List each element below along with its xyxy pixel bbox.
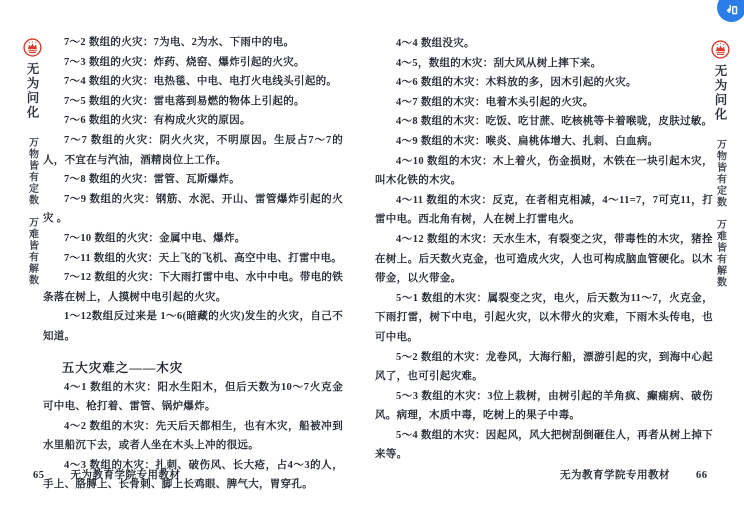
paragraph: 7～5 数组的火灾：雷电落到易燃的物体上引起的。 xyxy=(64,95,305,107)
paragraph: 4～7 数组的木灾：电着木头引起的火灾。 xyxy=(396,96,594,108)
floating-action-button[interactable] xyxy=(717,0,744,22)
left-page-footer xyxy=(33,467,181,482)
paragraph: 7～11 数组的火灾：天上飞的飞机、高空中电、打雷中电。 xyxy=(64,252,343,264)
paragraph: 7～2 数组的火灾：7为电、2为水、下雨中的电。 xyxy=(64,37,295,48)
paragraph: 4～4 数组没灾。 xyxy=(396,38,475,49)
page-right xyxy=(375,34,713,465)
paragraph: 5～1 数组的木灾：属裂变之灾，电火，后天数为11～7，火克金，下雨打雷，树下中电，引起火灾，以木带火的灾难，下雨木头传电，也可中电。 xyxy=(375,292,713,343)
paragraph: 7～4 数组的火灾：电热毯、中电、电打火电线头引起的。 xyxy=(64,76,338,88)
section-heading: 五大灾难之——木灾 xyxy=(61,360,184,375)
motto-text-top: 万物皆有定数 xyxy=(714,139,726,208)
paragraph: 7～3 数组的火灾：炸药、烧窑、爆炸引起的火灾。 xyxy=(64,56,305,68)
paragraph: 4～1 数组的木灾：阳水生阳木，但后天数为10～7火克金可中电、枪打着、雷管、锅炉爆炸。 xyxy=(43,381,343,413)
paragraph: 7～8 数组的火灾：雷管、瓦斯爆炸。 xyxy=(64,174,241,186)
motto-text-bottom: 万难皆有解数 xyxy=(714,219,726,288)
paragraph: 5～2 数组的木灾：龙卷风，大海行船，漂游引起的灾，到海中心起风了，也可引起灾难。 xyxy=(375,351,713,383)
paragraph: 4～5，数组的木灾：刮大风从树上摔下来。 xyxy=(396,57,602,69)
paragraph: 4～6 数组的木灾：木料放的多，因木引起的火灾。 xyxy=(396,77,637,89)
page-left xyxy=(43,33,343,495)
page-number: 66 xyxy=(696,470,708,481)
paragraph: 5～3 数组的木灾：3位上栽树，由树引起的羊角疯、癫痫病、破伤风。病理，木质中毒，吃树上的果子中毒。 xyxy=(375,390,713,422)
imprint: 无为教育学院专用教材 xyxy=(560,470,670,481)
paragraph: 4～11 数组的木灾：反克，在者相克相减，4～11=7，7可克11，打雷中电。西北角有树，人在树上打雷电火。 xyxy=(375,194,713,226)
imprint: 无为教育学院专用教材 xyxy=(70,470,181,481)
page-jump-icon xyxy=(724,3,739,18)
brand-vertical-text: 无为问化 xyxy=(25,62,39,120)
left-margin-block xyxy=(20,38,44,297)
paragraph: 7～10 数组的火灾：金属中电、爆炸。 xyxy=(64,232,246,244)
motto-text-bottom: 万难皆有解数 xyxy=(26,217,38,286)
paragraph: 4～2 数组的木灾：先天后天都相生，也有木灾，船被冲到水里船沉下去，或者人坐在木头上冲的很远。 xyxy=(43,420,343,452)
paragraph: 4～10 数组的木灾：木上着火，伤金损财，木铁在一块引起木灾，叫木化铁的木灾。 xyxy=(375,155,713,187)
paragraph: 4～8 数组的木灾：吃饭、吃甘蔗、吃核桃等卡着喉咙，皮肤过敏。 xyxy=(396,116,713,128)
publisher-seal-icon xyxy=(23,38,42,57)
page-number: 65 xyxy=(33,470,45,481)
paragraph: 5～4 数组的木灾：因起风，风大把树刮倒砸住人，再者从树上掉下来等。 xyxy=(375,429,713,461)
paragraph: 1～12数组反过来是 1～6(暗藏的火灾)发生的火灾，自己不知道。 xyxy=(43,311,343,342)
paragraph: 4～9 数组的木灾：喉炎、扁桃体增大、扎刺、白血病。 xyxy=(396,135,659,147)
motto-text-top: 万物皆有定数 xyxy=(26,137,38,206)
paragraph: 7～6 数组的火灾：有构成火灾的原因。 xyxy=(64,115,251,127)
publisher-seal-icon xyxy=(711,40,730,59)
paragraph: 7～7 数组的火灾：阴火火灾，不明原因。生辰占7～7的人，不宜在与汽油，酒精岗位上工作。 xyxy=(43,134,343,166)
paragraph: 4～3 数组的木灾：扎刺、破伤风、长大疮，占4～3的人，手上、胳膊上、长骨刺、脚上长鸡眼、脾气大，胃穿孔。 xyxy=(43,459,343,491)
paragraph: 7～9 数组的火灾：钢筋、水泥、开山、雷管爆炸引起的火灾 。 xyxy=(43,193,343,225)
brand-vertical-text: 无为问化 xyxy=(713,64,727,122)
paragraph: 7～12 数组的火灾：下大雨打雷中电、水中中电。带电的铁条落在树上，人摸树中电引起的火灾。 xyxy=(43,272,343,303)
right-page-footer xyxy=(560,467,708,482)
paragraph: 4～12 数组的木灾：天水生木，有裂变之灾，带毒性的木灾，猪拴在树上。后天数火克金，也可造成火灾，人也可构成脑血管硬化。以木带金，以火带金。 xyxy=(375,233,713,285)
